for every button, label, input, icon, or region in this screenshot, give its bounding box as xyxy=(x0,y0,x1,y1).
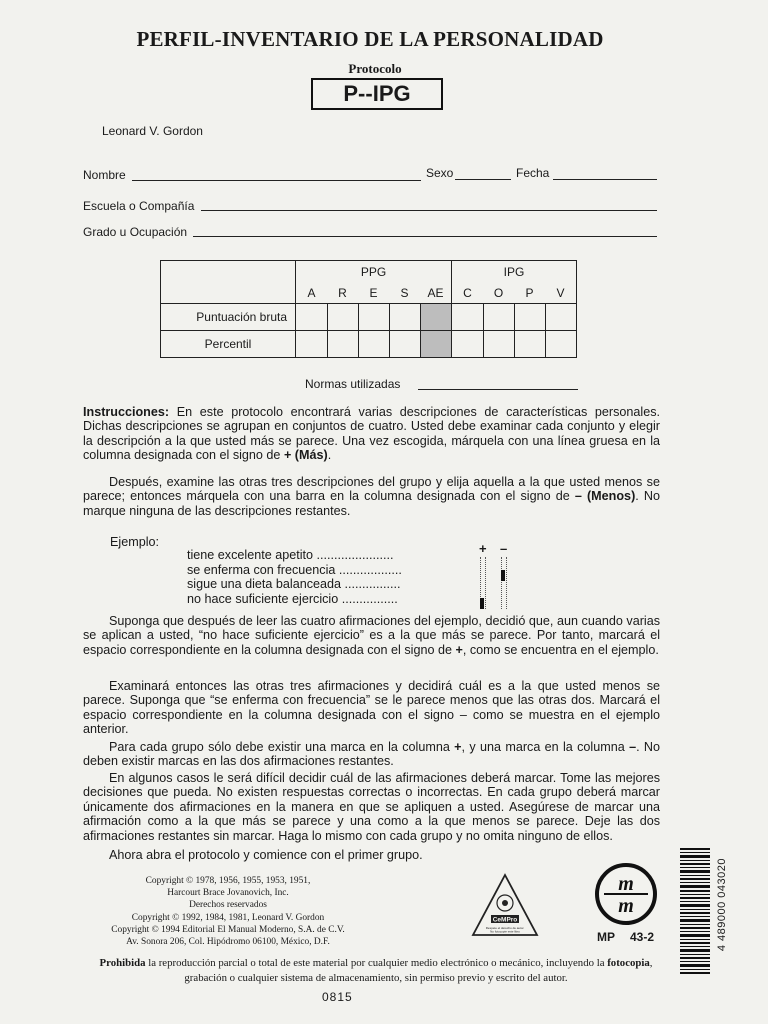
percentile-cell[interactable] xyxy=(296,331,328,358)
column-header-o: O xyxy=(483,283,514,304)
sex-label: Sexo xyxy=(426,166,454,180)
raw-score-cell[interactable] xyxy=(452,304,484,331)
minus-answer-column xyxy=(501,557,507,609)
paragraph-5-plus: + xyxy=(454,740,462,754)
column-header-s: S xyxy=(389,283,420,304)
author-name: Leonard V. Gordon xyxy=(102,124,203,138)
cempro-name: CeMPro xyxy=(492,916,518,924)
percentile-cell[interactable] xyxy=(389,331,420,358)
table-corner-cell xyxy=(161,261,296,304)
instructions-text-2a: Después, examine las otras tres descripciones del grupo y elija aquella a la que usted menos se parece; entonces márquela con una barra en la columna designada con el signo de xyxy=(83,475,660,504)
document-title: PERFIL-INVENTARIO DE LA PERSONALIDAD xyxy=(136,27,604,51)
plus-mark xyxy=(480,598,484,609)
plus-sign-text: + (Más) xyxy=(283,448,328,463)
publisher-brand: MP xyxy=(597,930,615,944)
copyright-line: Derechos reservados xyxy=(189,900,267,911)
raw-score-cell-shaded xyxy=(420,304,452,331)
ppg-header: PPG xyxy=(296,261,452,283)
norms-label: Normas utilizadas xyxy=(305,377,401,391)
copyright-line: Copyright © 1994 Editorial El Manual Moderno, S.A. de C.V. xyxy=(111,924,345,935)
legal-notice xyxy=(86,956,666,986)
percentile-cell[interactable] xyxy=(483,331,514,358)
copyright-block xyxy=(78,875,378,948)
paragraph-7-text: Ahora abra el protocolo y comience con el primer grupo. xyxy=(109,848,423,862)
copyright-line: Harcourt Brace Jovanovich, Inc. xyxy=(167,888,289,899)
raw-score-cell[interactable] xyxy=(483,304,514,331)
cempro-logo xyxy=(470,872,540,940)
publisher-logo xyxy=(594,862,658,926)
legal-text-1: la reproducción parcial o total de este material por cualquier medio electrónico o mecánico, incluyendo la xyxy=(145,957,608,969)
name-label: Nombre xyxy=(83,168,126,182)
percentile-cell[interactable] xyxy=(452,331,484,358)
raw-score-cell[interactable] xyxy=(296,304,328,331)
raw-score-cell[interactable] xyxy=(358,304,389,331)
school-label: Escuela o Compañía xyxy=(83,199,195,213)
paragraph-4-text: Examinará entonces las otras tres afirmaciones y decidirá cuál es a la que usted menos se parece. Suponga que “se enferma con frecuencia” se le parece menos que las otras dos. Marcará el espacio correspondiente en la columna designada con el signo – como se muestra en el ejemplo anterior. xyxy=(83,679,660,737)
minus-sign-text: – (Menos) xyxy=(574,489,636,504)
column-header-ae: AE xyxy=(420,283,452,304)
column-header-v: V xyxy=(545,283,577,304)
paragraph-5-text-b: , y una marca en la columna xyxy=(461,740,630,754)
column-header-e: E xyxy=(358,283,389,304)
percentile-cell[interactable] xyxy=(358,331,389,358)
norms-field[interactable] xyxy=(418,389,578,390)
cempro-tagline-1: Respete el derecho de autor. xyxy=(485,926,525,930)
example-item: se enferma con frecuencia .................. xyxy=(187,563,402,577)
percentile-cell[interactable] xyxy=(514,331,545,358)
document-subtitle: Protocolo xyxy=(348,61,402,76)
paragraph-3-plus: + xyxy=(455,642,463,657)
date-label: Fecha xyxy=(516,166,550,180)
raw-score-cell[interactable] xyxy=(514,304,545,331)
paragraph-3-text-b: , como se encuentra en el ejemplo. xyxy=(462,642,659,657)
instructions-text-1: En este protocolo encontrará varias descripciones de características personales. Dichas descripciones se agrupan en conjuntos de cuatro. Usted debe examinar cada conjunto y elegir la descripción a la que usted más se parece. Una vez escogida, márquela con una línea gruesa en la columna designada con el signo de xyxy=(83,405,660,463)
instructions-text-1-end: . xyxy=(327,448,332,463)
protocol-code-box: P--IPG xyxy=(311,78,443,110)
grade-field[interactable] xyxy=(193,236,657,237)
publisher-code: 43-2 xyxy=(630,930,655,944)
example-label: Ejemplo: xyxy=(110,535,159,549)
copyright-line: Copyright © 1978, 1956, 1955, 1953, 1951, xyxy=(145,876,311,886)
legal-bold-1: Prohibida xyxy=(99,957,146,969)
percentile-cell[interactable] xyxy=(545,331,577,358)
page-number: 0815 xyxy=(322,990,353,1004)
column-header-p: P xyxy=(514,283,545,304)
instructions-paragraph-2 xyxy=(83,475,660,518)
paragraph-6-text: En algunos casos le será difícil decidir cuál de las afirmaciones deberá marcar. Tome las mejores decisiones que pueda. No existen respuestas correctas o incorrectas. En cada grupo deberá marcar únicamente dos afirmaciones en la manera en que se apliquen a usted. Asegúrese de marcar una afirmación como a la que más se parece y una como a la que menos se parece. Deje las dos afirmaciones restantes sin marcar. Haga lo mismo con cada grupo y no omita ninguno de ellos. xyxy=(83,771,660,843)
barcode-number: 4 489000 043020 xyxy=(716,858,728,952)
paragraph-5-text-a: Para cada grupo sólo debe existir una marca en la columna xyxy=(109,740,455,754)
column-header-c: C xyxy=(452,283,484,304)
example-item: sigue una dieta balanceada ................ xyxy=(187,577,401,591)
paragraph-6 xyxy=(83,771,660,843)
copyright-line: Copyright © 1992, 1984, 1981, Leonard V. Gordon xyxy=(131,912,325,923)
instructions-heading: Instrucciones: xyxy=(83,405,170,419)
logo-letter-top: m xyxy=(618,873,634,895)
example-plus-header: + xyxy=(479,541,487,556)
raw-score-cell[interactable] xyxy=(389,304,420,331)
name-field[interactable] xyxy=(132,180,421,181)
percentile-cell-shaded xyxy=(420,331,452,358)
ipg-header: IPG xyxy=(452,261,577,283)
raw-score-cell[interactable] xyxy=(327,304,358,331)
raw-score-row-label: Puntuación bruta xyxy=(161,304,296,331)
barcode xyxy=(680,848,720,974)
grade-label: Grado u Ocupación xyxy=(83,225,188,239)
raw-score-cell[interactable] xyxy=(545,304,577,331)
paragraph-5 xyxy=(83,740,660,769)
instructions-paragraph-1 xyxy=(83,405,660,463)
date-field[interactable] xyxy=(553,179,657,180)
paragraph-4 xyxy=(83,679,660,737)
copyright-line: Av. Sonora 206, Col. Hipódromo 06100, México, D.F. xyxy=(126,937,330,948)
example-item: tiene excelente apetito ...................... xyxy=(187,548,394,562)
paragraph-3 xyxy=(83,614,660,657)
legal-bold-2: fotocopia xyxy=(607,957,650,969)
logo-letter-bottom: m xyxy=(618,895,634,917)
score-table xyxy=(160,260,577,358)
paragraph-3-text-a: Suponga que después de leer las cuatro afirmaciones del ejemplo, decidió que, aun cuando varias se aplican a usted, “no hace suficiente ejercicio” es a la que más se parece. Por tanto, marcará el espacio correspondiente en la columna designada con el signo de xyxy=(83,614,660,657)
example-item: no hace suficiente ejercicio ................ xyxy=(187,592,398,606)
paragraph-5-text-c: . No deben existir marcas en las dos afirmaciones restantes. xyxy=(83,740,661,769)
paragraph-5-minus: – xyxy=(629,740,637,754)
sex-field[interactable] xyxy=(455,179,511,180)
percentile-row-label: Percentil xyxy=(161,331,296,358)
instructions-text-2b: . No marque ninguna de las descripciones restantes. xyxy=(83,489,660,518)
cempro-tagline-2: No fotocopie este libro xyxy=(490,929,520,934)
minus-mark xyxy=(501,570,505,581)
paragraph-7 xyxy=(83,848,660,862)
example-minus-header: – xyxy=(500,541,508,556)
percentile-cell[interactable] xyxy=(327,331,358,358)
column-header-r: R xyxy=(327,283,358,304)
legal-text-2: , grabación o cualquier sistema de almacenamiento, sin permiso previo y escrito del autor. xyxy=(184,957,653,984)
school-field[interactable] xyxy=(201,210,657,211)
column-header-a: A xyxy=(296,283,328,304)
